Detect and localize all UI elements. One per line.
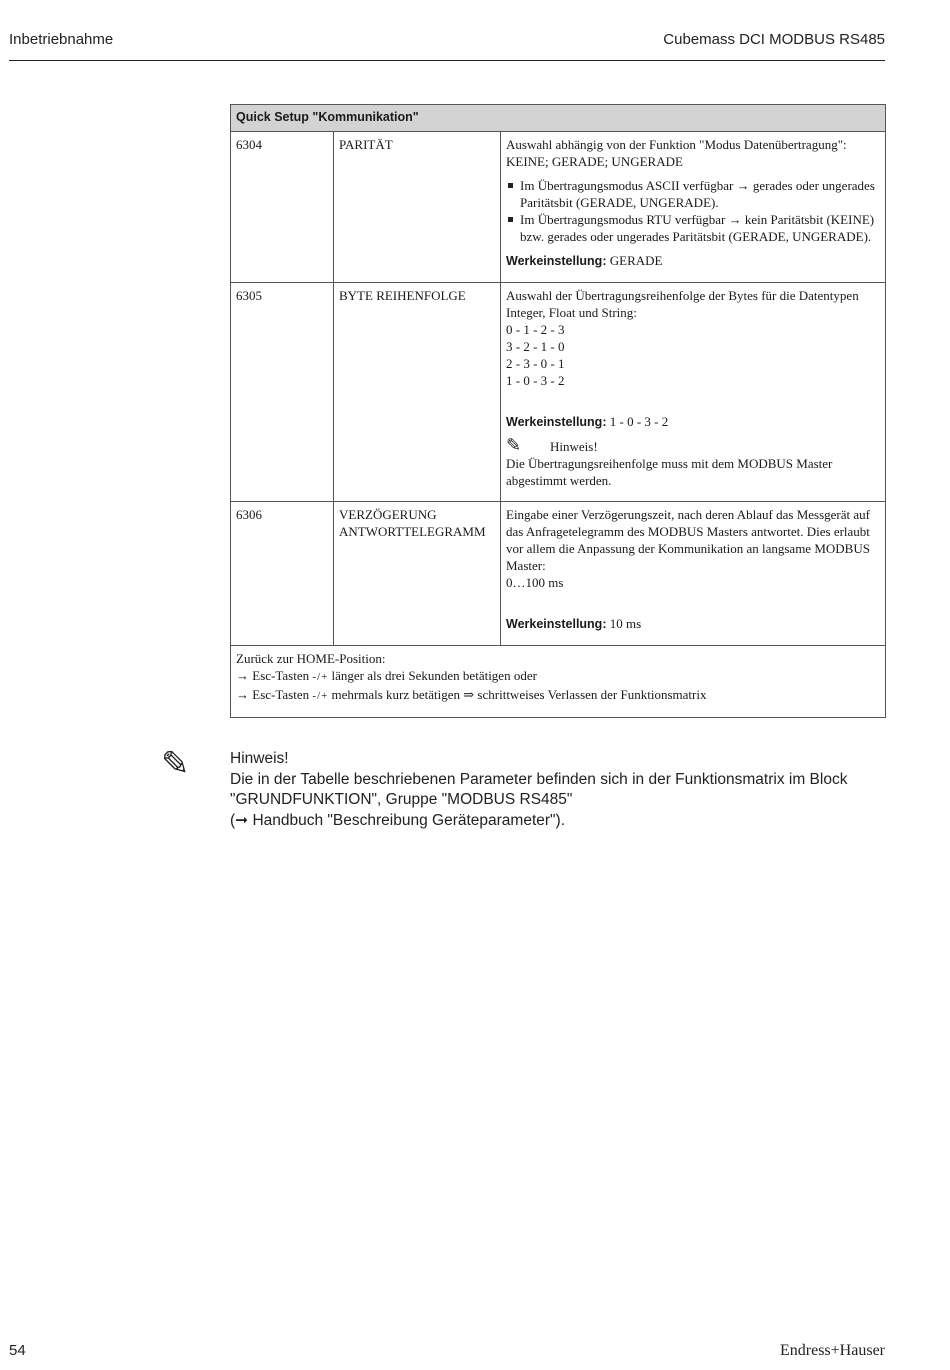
- esc-keys-icon: -/+: [312, 690, 329, 702]
- header-divider: [9, 60, 885, 61]
- footer-text: → Esc-Tasten: [236, 687, 313, 702]
- function-code: 6306: [231, 502, 334, 646]
- note-line: (➞ Handbuch "Beschreibung Geräteparameter").: [230, 811, 566, 829]
- factory-setting-value: 1 - 0 - 3 - 2: [606, 414, 669, 429]
- factory-setting-label: Werkeinstellung:: [506, 254, 607, 268]
- bullet-item: Im Übertragungsmodus RTU verfügbar → kein Paritätsbit (KEINE) bzw. gerades oder ungerades Paritätsbit (GERADE, UNGERADE).: [506, 211, 880, 245]
- spacer: [506, 389, 880, 406]
- bullet-list: [506, 177, 880, 245]
- page-number: 54: [9, 1342, 26, 1359]
- desc-line: 0 - 1 - 2 - 3: [506, 322, 565, 337]
- function-description: [501, 132, 886, 283]
- function-code: 6304: [231, 132, 334, 283]
- function-description: [501, 502, 886, 646]
- function-name-line: VERZÖGERUNG: [339, 507, 437, 522]
- running-header-section: Inbetriebnahme: [9, 31, 114, 48]
- desc-line: 3 - 2 - 1 - 0: [506, 339, 565, 354]
- table-footer-row: [231, 646, 886, 718]
- desc-line: Auswahl der Übertragungsreihenfolge der Bytes für die Datentypen Integer, Float und String:: [506, 288, 859, 320]
- desc-line: 2 - 3 - 0 - 1: [506, 356, 565, 371]
- factory-setting-label: Werkeinstellung:: [506, 617, 607, 631]
- running-header-title: Cubemass DCI MODBUS RS485: [663, 31, 885, 48]
- note-line: Die in der Tabelle beschriebenen Parameter befinden sich in der Funktionsmatrix im Block: [230, 770, 848, 788]
- note-block: [230, 749, 870, 831]
- inline-note-text: Die Übertragungsreihenfolge muss mit dem MODBUS Master abgestimmt werden.: [506, 456, 833, 488]
- table-title: Quick Setup "Kommunikation": [231, 105, 886, 132]
- quick-setup-table: [230, 104, 886, 718]
- factory-setting: [506, 252, 880, 270]
- esc-keys-icon: -/+: [312, 671, 329, 683]
- home-position-instructions: [231, 646, 886, 718]
- factory-setting-label: Werkeinstellung:: [506, 415, 607, 429]
- function-code: 6305: [231, 283, 334, 502]
- table-row: [231, 132, 886, 283]
- desc-line: 1 - 0 - 3 - 2: [506, 373, 565, 388]
- footer-text: länger als drei Sekunden betätigen oder: [328, 668, 537, 683]
- table-row: [231, 283, 886, 502]
- function-name: PARITÄT: [334, 132, 501, 283]
- desc-line: Auswahl abhängig von der Funktion "Modus Datenübertragung":: [506, 137, 847, 152]
- footer-line: Zurück zur HOME-Position:: [236, 651, 386, 666]
- desc-line: KEINE; GERADE; UNGERADE: [506, 154, 683, 169]
- footer-text: mehrmals kurz betätigen ⇒ schrittweises Verlassen der Funktionsmatrix: [328, 687, 707, 702]
- factory-setting-value: GERADE: [606, 253, 663, 268]
- function-name: [334, 502, 501, 646]
- inline-note: [506, 437, 880, 455]
- note-label: Hinweis!: [230, 750, 289, 767]
- pencil-icon: ✎: [506, 435, 522, 455]
- footer-text: → Esc-Tasten: [236, 668, 313, 683]
- table-row: [231, 502, 886, 646]
- function-name: BYTE REIHENFOLGE: [334, 283, 501, 502]
- factory-setting-value: 10 ms: [606, 616, 642, 631]
- desc-line: 0…100 ms: [506, 575, 564, 590]
- inline-note-label: Hinweis!: [550, 439, 598, 454]
- spacer: [506, 591, 880, 608]
- desc-line: Eingabe einer Verzögerungszeit, nach deren Ablauf das Messgerät auf das Anfragetelegramm des MODBUS Masters antwortet. Dies erlaubt vor allem die Anpassung der Kommunikation an langsame MODBUS Master:: [506, 507, 870, 573]
- factory-setting: [506, 615, 880, 633]
- note-line: "GRUNDFUNKTION", Gruppe "MODBUS RS485": [230, 791, 573, 808]
- footer-line: [236, 667, 880, 686]
- factory-setting: [506, 413, 880, 431]
- function-name-line: ANTWORTTELEGRAMM: [339, 524, 486, 539]
- brand-name: Endress+Hauser: [780, 1342, 885, 1359]
- function-description: [501, 283, 886, 502]
- pencil-icon: ✎: [161, 746, 190, 783]
- footer-line: [236, 686, 880, 705]
- bullet-item: Im Übertragungsmodus ASCII verfügbar → gerades oder ungerades Paritätsbit (GERADE, UNGERADE).: [506, 177, 880, 211]
